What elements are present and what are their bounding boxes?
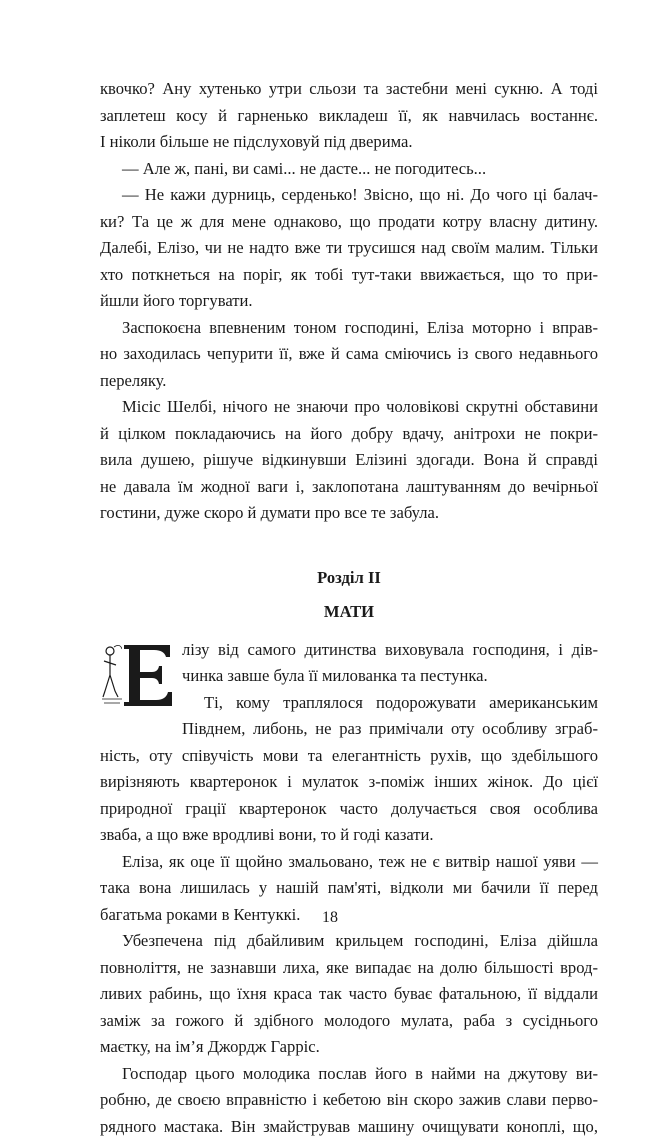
text-line: така вона лишилась у нашій пам'яті, відколи ми бачили її перед [100,875,598,902]
bottom-text-block [100,743,598,1140]
text-line: вирізняють квартеронок і мулаток з-поміж інших жінок. До цієї [100,769,598,796]
text-line: Місіс Шелбі, нічого не знаючи про чоловікові скрутні обставини [100,394,598,421]
text-line: Еліза, як оце її щойно змальовано, теж не є витвір нашої уяви — [100,849,598,876]
text-line: не давала їм жодної ваги і, заклопотана лаштуванням до вечірньої [100,474,598,501]
text-line: гостини, дуже скоро й думати про все те забула. [100,500,598,527]
top-text-block [100,76,598,527]
text-line: маєтку, на ім’я Джордж Гарріс. [100,1034,598,1061]
text-line: зваба, а що вже вродливі вони, то й годі казати. [100,822,598,849]
text-line: хто поткнеться на поріг, як тобі тут-таки ввижається, що то при- [100,262,598,289]
paragraph [100,156,598,183]
paragraph [100,394,598,527]
spacer [100,527,598,561]
text-line: багатьма роками в Кентуккі. [100,902,598,929]
text-line: — Не кажи дурниць, серденько! Звісно, що ні. До чого ці балач- [100,182,598,209]
page-number: 18 [0,908,660,928]
text-line: І ніколи більше не підслуховуй під дверима. [100,129,598,156]
text-line: заміж за гожого й здібного молодого мулата, раба з сусіднього [100,1008,598,1035]
text-line: квочко? Ану хутенько утри сльози та застебни мені сукню. А тоді [100,76,598,103]
chapter-label: Розділ ІІ [100,561,598,595]
dropcap-letter-icon [100,639,176,711]
book-page [100,76,598,1140]
text-line: рядного мастака. Він змайстрував машину очищувати коноплі, що, [100,1114,598,1140]
text-line: переляку. [100,368,598,395]
text-line: ки? Та це ж для мене однаково, що продати котру власну дитину. [100,209,598,236]
paragraph [100,182,598,315]
text-line: природної грації квартеронок часто долучається своя особлива [100,796,598,823]
text-line: ливих рабинь, що їхня краса так часто буває фатальною, її віддали [100,981,598,1008]
text-line: Заспокоєна впевненим тоном господині, Еліза моторно і вправ- [100,315,598,342]
text-line: й цілком покладаючись на його добру вдачу, анітрохи не покри- [100,421,598,448]
paragraph [100,928,598,1061]
dropcap-block [100,637,598,743]
text-line: Господар цього молодика послав його в найми на джутову ви- [100,1061,598,1088]
text-line: заплетеш косу й гарненько викладеш її, як навчилась востаннє. [100,103,598,130]
spacer [100,629,598,637]
text-line: но заходилась чепурити її, вже й сама сміючись із свого недавнього [100,341,598,368]
chapter-title: МАТИ [100,595,598,629]
text-line: Ті, кому траплялося подорожувати американським [182,690,598,717]
paragraph [100,1061,598,1140]
text-line: ність, оту співучість мови та елегантність рухів, що здебільшого [100,743,598,770]
paragraph [100,76,598,156]
text-line: — Але ж, пані, ви самі... не дасте... не погодитесь... [100,156,598,183]
text-line: Далебі, Елізо, чи не надто вже ти трусишся над своїм малим. Тільки [100,235,598,262]
text-line: Убезпечена під дбайливим крильцем господині, Еліза дійшла [100,928,598,955]
text-line: вила душею, рішуче відкинувши Елізині здогади. Вона й справді [100,447,598,474]
text-line: Півднем, либонь, не раз примічали оту особливу зграб- [182,716,598,743]
paragraph [100,743,598,849]
text-line: йшли його торгувати. [100,288,598,315]
text-line: лізу від самого дитинства виховувала господиня, і дів- [182,637,598,664]
text-line: повноліття, не зазнавши лиха, яке випадає на долю більшості врод- [100,955,598,982]
text-line: робню, де своєю вправністю і кебетою він скоро зажив слави перво- [100,1087,598,1114]
text-line: чинка завше була її милованка та пестунка. [182,663,598,690]
dropcap-illustration [100,639,176,711]
paragraph [100,315,598,395]
